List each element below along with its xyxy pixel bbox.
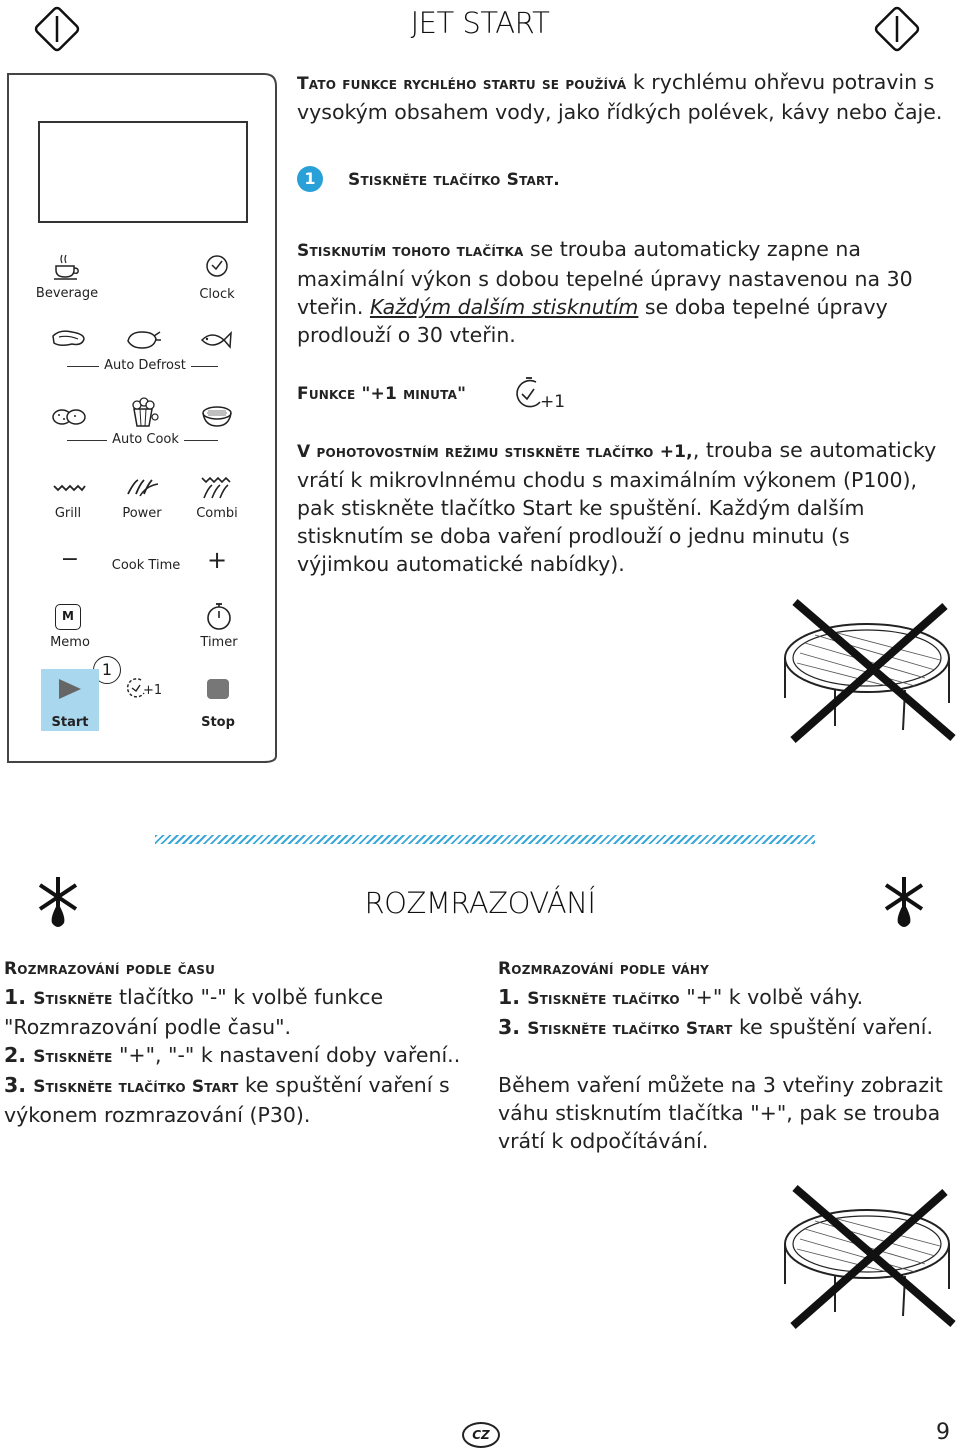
divider-line: [67, 366, 99, 367]
desc-end: se doba tepelné úpravy prodlouží o 30 vteřin.: [297, 295, 888, 347]
diamond-info-icon-right: [872, 4, 922, 54]
snowflake-drop-icon-right: [876, 873, 932, 933]
meat-steak-icon[interactable]: [50, 327, 88, 351]
crossed-out-rack-image: [775, 598, 960, 748]
auto-defrost-label: Auto Defrost: [104, 358, 186, 373]
standby-paragraph: [297, 436, 947, 578]
combi-icon[interactable]: [198, 472, 236, 500]
start-play-icon: [56, 677, 84, 701]
jet-start-description: [297, 235, 942, 349]
chicken-icon[interactable]: [124, 326, 162, 352]
beverage-label: Beverage: [35, 286, 99, 301]
standby-lead: V pohotovostním režimu stiskněte tlačítko +1,: [297, 442, 693, 462]
stop-icon[interactable]: [205, 677, 231, 701]
clock-icon[interactable]: [204, 253, 230, 279]
potatoes-icon[interactable]: [50, 404, 88, 428]
beverage-cup-icon[interactable]: [50, 252, 82, 282]
snowflake-drop-icon: [30, 873, 86, 933]
defrost-weight-heading: Rozmrazování podle váhy: [498, 959, 710, 979]
page-number: 9: [936, 1420, 950, 1445]
diamond-info-icon: [32, 4, 82, 54]
cook-time-label: Cook Time: [111, 558, 181, 573]
combi-label: Combi: [196, 506, 238, 521]
intro-lead: Tato funkce rychlého startu se používá: [297, 74, 627, 94]
bowl-icon[interactable]: [200, 402, 234, 428]
timer-stopwatch-icon[interactable]: [204, 600, 234, 632]
desc-lead: Stisknutím tohoto tlačítka: [297, 241, 524, 261]
memo-icon[interactable]: M: [55, 604, 81, 630]
timer-label: Timer: [200, 635, 238, 650]
divider-line: [191, 366, 218, 367]
fish-icon[interactable]: [198, 328, 234, 352]
popcorn-icon[interactable]: [125, 393, 161, 429]
divider-line: [67, 440, 107, 441]
section-title-jet-start: JET START: [410, 6, 550, 40]
memo-label: Memo: [50, 635, 90, 650]
defrost-weight-note: Během vaření můžete na 3 vteřiny zobrazit váhu stisknutím tlačítka "+", pak se trouba vrátí k odpočítávání.: [498, 1073, 943, 1153]
intro-paragraph: [297, 68, 947, 126]
country-badge: CZ: [462, 1422, 500, 1448]
power-label: Power: [122, 506, 162, 521]
defrost-time-step3: 3. Stiskněte tlačítko Start ke spuštění vaření s výkonem rozmrazování (P30).: [4, 1073, 450, 1127]
defrost-weight-column: [498, 955, 956, 1155]
stop-label: Stop: [201, 715, 235, 730]
grill-icon[interactable]: [52, 480, 86, 496]
defrost-time-step1: 1. Stiskněte tlačítko "-" k volbě funkce "Rozmrazování podle času".: [4, 985, 384, 1039]
desc-underlined: Každým dalším stisknutím: [369, 295, 639, 319]
plus-one-label: +1: [143, 683, 163, 698]
defrost-time-column: [4, 955, 474, 1129]
crossed-out-rack-image-2: [775, 1184, 960, 1334]
plus-one-heading: Funkce "+1 minuta": [297, 384, 467, 404]
step1-instruction: Stiskněte tlačítko Start.: [348, 170, 560, 190]
plus-button[interactable]: +: [206, 546, 228, 574]
section-title-defrost: ROZMRAZOVÁNÍ: [364, 886, 596, 920]
divider-line: [184, 440, 218, 441]
defrost-weight-step1: 1. Stiskněte tlačítko "+" k volbě váhy.: [498, 985, 864, 1009]
plus-one-icon-text: +1: [540, 392, 566, 412]
step-number-badge: 1: [297, 166, 323, 192]
callout-number-badge: 1: [93, 656, 121, 684]
grill-label: Grill: [54, 506, 82, 521]
auto-cook-label: Auto Cook: [112, 432, 179, 447]
intro-rest: k rychlému ohřevu potravin s vysokým obsahem vody, jako řídkých polévek, kávy nebo čaje.: [297, 70, 943, 124]
defrost-time-step2: 2. Stiskněte "+", "-" k nastavení doby vaření..: [4, 1043, 461, 1067]
clock-label: Clock: [199, 287, 235, 302]
power-waves-icon[interactable]: [124, 476, 160, 498]
start-label: Start: [51, 715, 89, 730]
defrost-weight-step3: 3. Stiskněte tlačítko Start ke spuštění vaření.: [498, 1015, 934, 1039]
start-button[interactable]: [41, 669, 99, 731]
desc-mid: se trouba automaticky zapne na maximální výkon s dobou tepelné úpravy nastavenou na 30 vteřin.: [297, 237, 913, 319]
section-divider: [155, 835, 815, 844]
minus-button[interactable]: −: [60, 547, 80, 572]
standby-rest: , trouba se automaticky vrátí k mikrovlnnému chodu s maximálním výkonem (P100), pak stiskněte tlačítko Start ke spuštění. Každým dalším stisknutím se doba vaření prodlouží o jednu minutu (s výjimkou automatické nabídky).: [297, 438, 937, 576]
display-screen: [38, 121, 248, 223]
defrost-time-heading: Rozmrazování podle času: [4, 959, 216, 979]
